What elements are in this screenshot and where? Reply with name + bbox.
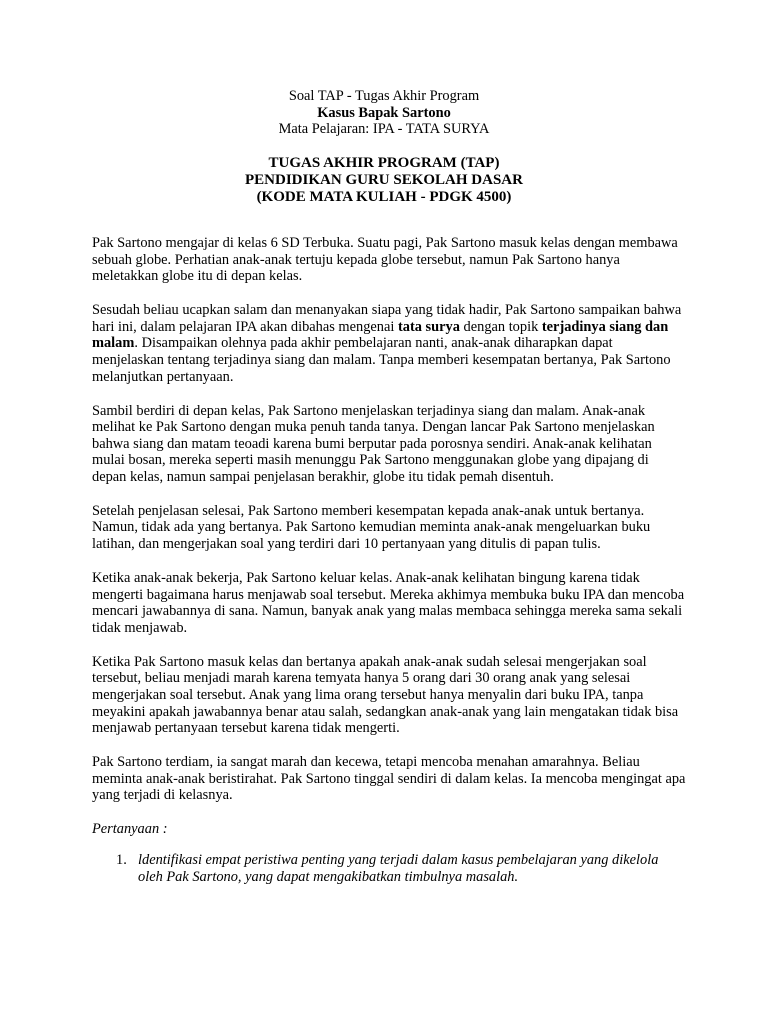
document-header: [0, 88, 768, 138]
paragraph-4: Setelah penjelasan selesai, Pak Sartono memberi kesempatan kepada anak-anak untuk bertanya. Namun, tidak ada yang bertanya. Pak Sartono kemudian meminta anak-anak mengeluarkan buku latihan, dan mengerjakan soal yang terdiri dari 10 pertanyaan yang ditulis di papan tulis.: [92, 502, 651, 553]
paragraph-1: Pak Sartono mengajar di kelas 6 SD Terbuka. Suatu pagi, Pak Sartono masuk kelas dengan membawa sebuah globe. Perhatian anak-anak tertuju kepada globe tersebut, namun Pak Sartono hanya meletakkan globe itu di depan kelas.: [92, 235, 678, 285]
paragraph-5: Ketika anak-anak bekerja, Pak Sartono keluar kelas. Anak-anak kelihatan bingung karena tidak mengerti bagaimana harus menjawab soal tersebut. Mereka akhimya membuka buku IPA dan mencoba mencari jawabannya di sana. Namun, banyak anak yang malas membaca sehingga mereka sama sekali tidak menjawab.: [92, 570, 685, 636]
bold-tata-surya: tata surya: [397, 318, 460, 335]
question-number: 1.: [116, 851, 127, 868]
program-title-line-3: (KODE MATA KULIAH - PDGK 4500): [256, 188, 512, 205]
program-title-line-2: PENDIDIKAN GURU SEKOLAH DASAR: [245, 171, 523, 188]
paragraph-6: Ketika Pak Sartono masuk kelas dan bertanya apakah anak-anak sudah selesai mengerjakan soal tersebut, beliau menjadi marah karena temyata hanya 5 orang dari 30 orang anak yang selesai mengerjakan soal tersebut. Anak yang lima orang tersebut hanya menyalin dari buku IPA, tanpa meyakini apakah jawabannya benar atau salah, sedangkan anak-anak yang lain mengatakan tidak bisa menjawab pertanyaan tersebut karena tidak mengerti.: [92, 653, 679, 737]
paragraph-2-part-a: Sesudah beliau ucapkan salam dan menanyakan siapa yang tidak hadir, Pak Sartono sampaikan bahwa hari ini, dalam pelajaran IPA akan dibahas mengenai: [92, 302, 682, 335]
program-title: [0, 155, 768, 206]
subject-line: Mata Pelajaran: IPA - TATA SURYA: [278, 121, 490, 138]
paragraph-7: Pak Sartono terdiam, ia sangat marah dan kecewa, tetapi mencoba menahan amarahnya. Beliau meminta anak-anak beristirahat. Pak Sartono tinggal sendiri di dalam kelas. Ia mencoba mengingat apa yang terjadi di kelasnya.: [92, 754, 686, 804]
header-subtitle: Soal TAP - Tugas Akhir Program: [288, 88, 480, 104]
questions-label: Pertanyaan :: [92, 821, 168, 838]
question-item: [92, 852, 686, 885]
paragraph-2: [92, 302, 686, 385]
case-body: [92, 235, 686, 885]
paragraph-3: Sambil berdiri di depan kelas, Pak Sartono menjelaskan terjadinya siang dan malam. Anak-anak melihat ke Pak Sartono dengan muka penuh tanda tanya. Dengan lancar Pak Sartono menjelaskan bahwa siang dan matam teoadi karena bumi berputar pada porosnya sendiri. Anak-anak kelihatan mulai bosan, mereka seperti masih menunggu Pak Sartono menggunakan globe yang dipajang di depan kelas, namun sampai penjelasan berakhir, globe itu tidak pemah disentuh.: [92, 402, 655, 485]
question-text: ldentifikasi empat peristiwa penting yang terjadi dalam kasus pembelajaran yang dikelola oleh Pak Sartono, yang dapat mengakibatkan timbulnya masalah.: [138, 851, 659, 885]
case-title: Kasus Bapak Sartono: [317, 104, 451, 121]
paragraph-2-part-c: dengan topik: [459, 318, 542, 335]
question-list: [92, 852, 686, 885]
program-title-line-1: TUGAS AKHIR PROGRAM (TAP): [268, 155, 500, 171]
paragraph-2-part-d: . Disampaikan olehnya pada akhir pembelajaran nanti, anak-anak diharapkan dapat menjelaskan tentang terjadinya siang dan malam. Tanpa memberi kesempatan bertanya, Pak Sartono melanjutkan pertanyaan.: [92, 335, 671, 385]
bold-topic: terjadinya siang dan malam: [92, 318, 669, 352]
